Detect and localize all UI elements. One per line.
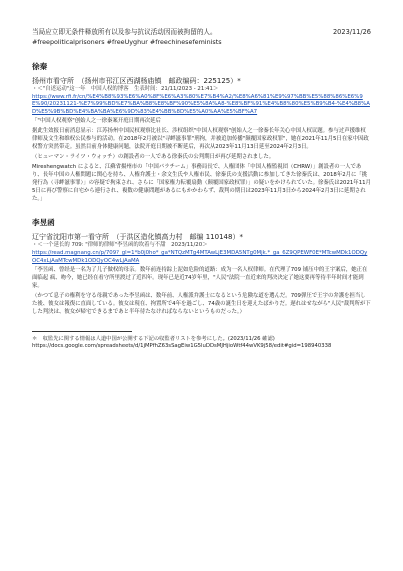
section-title-li-yuhan: 李昱函	[32, 218, 55, 228]
section-title-xu-qin: 徐秦	[32, 62, 48, 71]
detention-location: 辽宁省沈阳市第一看守所 （于洪区造化镇高力村 邮编 110148）*	[32, 233, 243, 242]
source-link[interactable]: https://www.rfi.fr/cn/%E4%B8%93%E6%A0%8F%E6%A3%80%E7%B4%A2/%E8%A6%81%E9%97%BB%E5%88%86%E6%9E%90/20231121-%E7%99%BD%E7%BA%B8%E8%BF%90%E5%8A%A8-%E8%BF%91%E4%B8%80%E5%B9%B4-%E4%B8%AD%E5%9B%BD%E4%BA%BA%E6%9D%83%E4%BB%8D%E5%A0%AA%E5%BF%A7	[32, 93, 370, 115]
quote-paragraph: 「李昱函、曾经是一名为了儿子做权的母亲。数年前连持踪上泥如危险的道路：成为一名人权律师。在代理了709 铺压中的王宇案后，她正在面临起 疯、吻今，她已经在看守所里渡过了近四年。现年已是近74岁年里，"人民"法院一直近来的判决决定了她这要再等待半年时间才能到家。	[32, 267, 368, 290]
source-line: ・＜"自述运动"这一年 中国人权的博客 生表时间：21/11/2023 - 21:41＞	[32, 86, 219, 92]
source-line: ・＜一个延长的 709: "律师的律师"李昱函的坎着与不甜 2023/11/20＞	[32, 242, 208, 249]
header-date: 2023/11/26	[332, 28, 371, 36]
header-title: 当局应立即无条件释放所有以及参与抗议活动因而被拘留的人。	[32, 28, 217, 36]
footnote-divider	[32, 331, 132, 332]
hashtags: #freepoliticalprisoners #freeUyghur #freechinesefeminists	[32, 38, 222, 46]
paragraph: Mireshengwatch によると、江蘇省揚州市の「中国パラチーム」事務局長で、人権団体「中国人権監視団（CHRW）」創設者の一人であり、長年中国の人権問題に関心を持ち、人権弁護士・余文生氏や人権市民、徐秦氏の支援活動に参加してきた徐秦氏は、2018年2月に「挑発行為（寻衅滋事罪）」の容疑で拘束され、さらに「国家権力転覆扇動（颠覆国家政权罪）」の疑いをかけられていた。徐秦氏は2021年11月5日に再び警察に自宅から連行され、複数の健康問題があるにもかかわらず、裁判の期日は2023年11月3日から2024年2月3日に延期された。」	[32, 163, 371, 202]
source-link[interactable]: https://read.magnang.cn/p/709?_gl=1*b0j0ho*_ga*NTQzMTg4MTAwLjE3MDA5NTg0Mjk.*_ga_6Z9QPEWF0E*MTcwMDk1ODQyOC4xLjAaMTcwMDk1ODQyOC4wLjAaMA	[32, 250, 368, 264]
detention-location: 扬州市看守所 （扬州市邗江区西湖杨庙镇 邮政编码：225125）*	[32, 77, 241, 85]
footnote-text: ＊ 収監先に関する情報は人道中国が公開する下記の収監者リストを参考にした。(2023/11/26 確認)	[32, 335, 275, 342]
paragraph: （かつて息子の権利を守る母親であった李昱函は、数年前、人権派弁護士になるという危険な道を選んだ。709弾圧で王宇の弁護を担当した後、彼女は報復に直面している。彼女は現在、拘置所で4年を過ごし、74歳の誕生日を迎えたばかりだ。遅れはせながら"人民"裁判所が下した判決は、彼女が帰宅できるまであと半年待たなければならないというものだった。）	[32, 292, 371, 315]
paragraph: （ヒューマン・ライツ・ウォッチ）の創設者の一人である徐秦氏の公判期日が再び延期されました。	[32, 154, 275, 160]
paragraph: 据此生效报日前消息显示：江苏扬州中国民权观察比社长、涉权组织"中国人权观察"创始人之一徐秦长年关心中国人权议题。参与过声援维权律师及文生和维权公民参与的活动。在2018年2月被以"寻衅滋事罪"刑拘，并被追加传播"颠覆国家政权罪"，她在2021年11月5日在家中因政权警方突然带走。虽然目前身体健康问题，法院开庭日期被不断延后，再次从2023年11月13日延至2024年2月3日。	[32, 128, 369, 151]
quote-heading: 「"中国人权观察"创始人之一徐秦案开庭日期再次延后	[32, 118, 161, 125]
footnote-link[interactable]: https://docs.google.com/spreadsheets/d/1jMPfhZ63sSagEiw1G5luDDsMJHjioWtf44wVK9j58/edit#gid=198940338	[32, 343, 332, 350]
header	[32, 28, 371, 37]
